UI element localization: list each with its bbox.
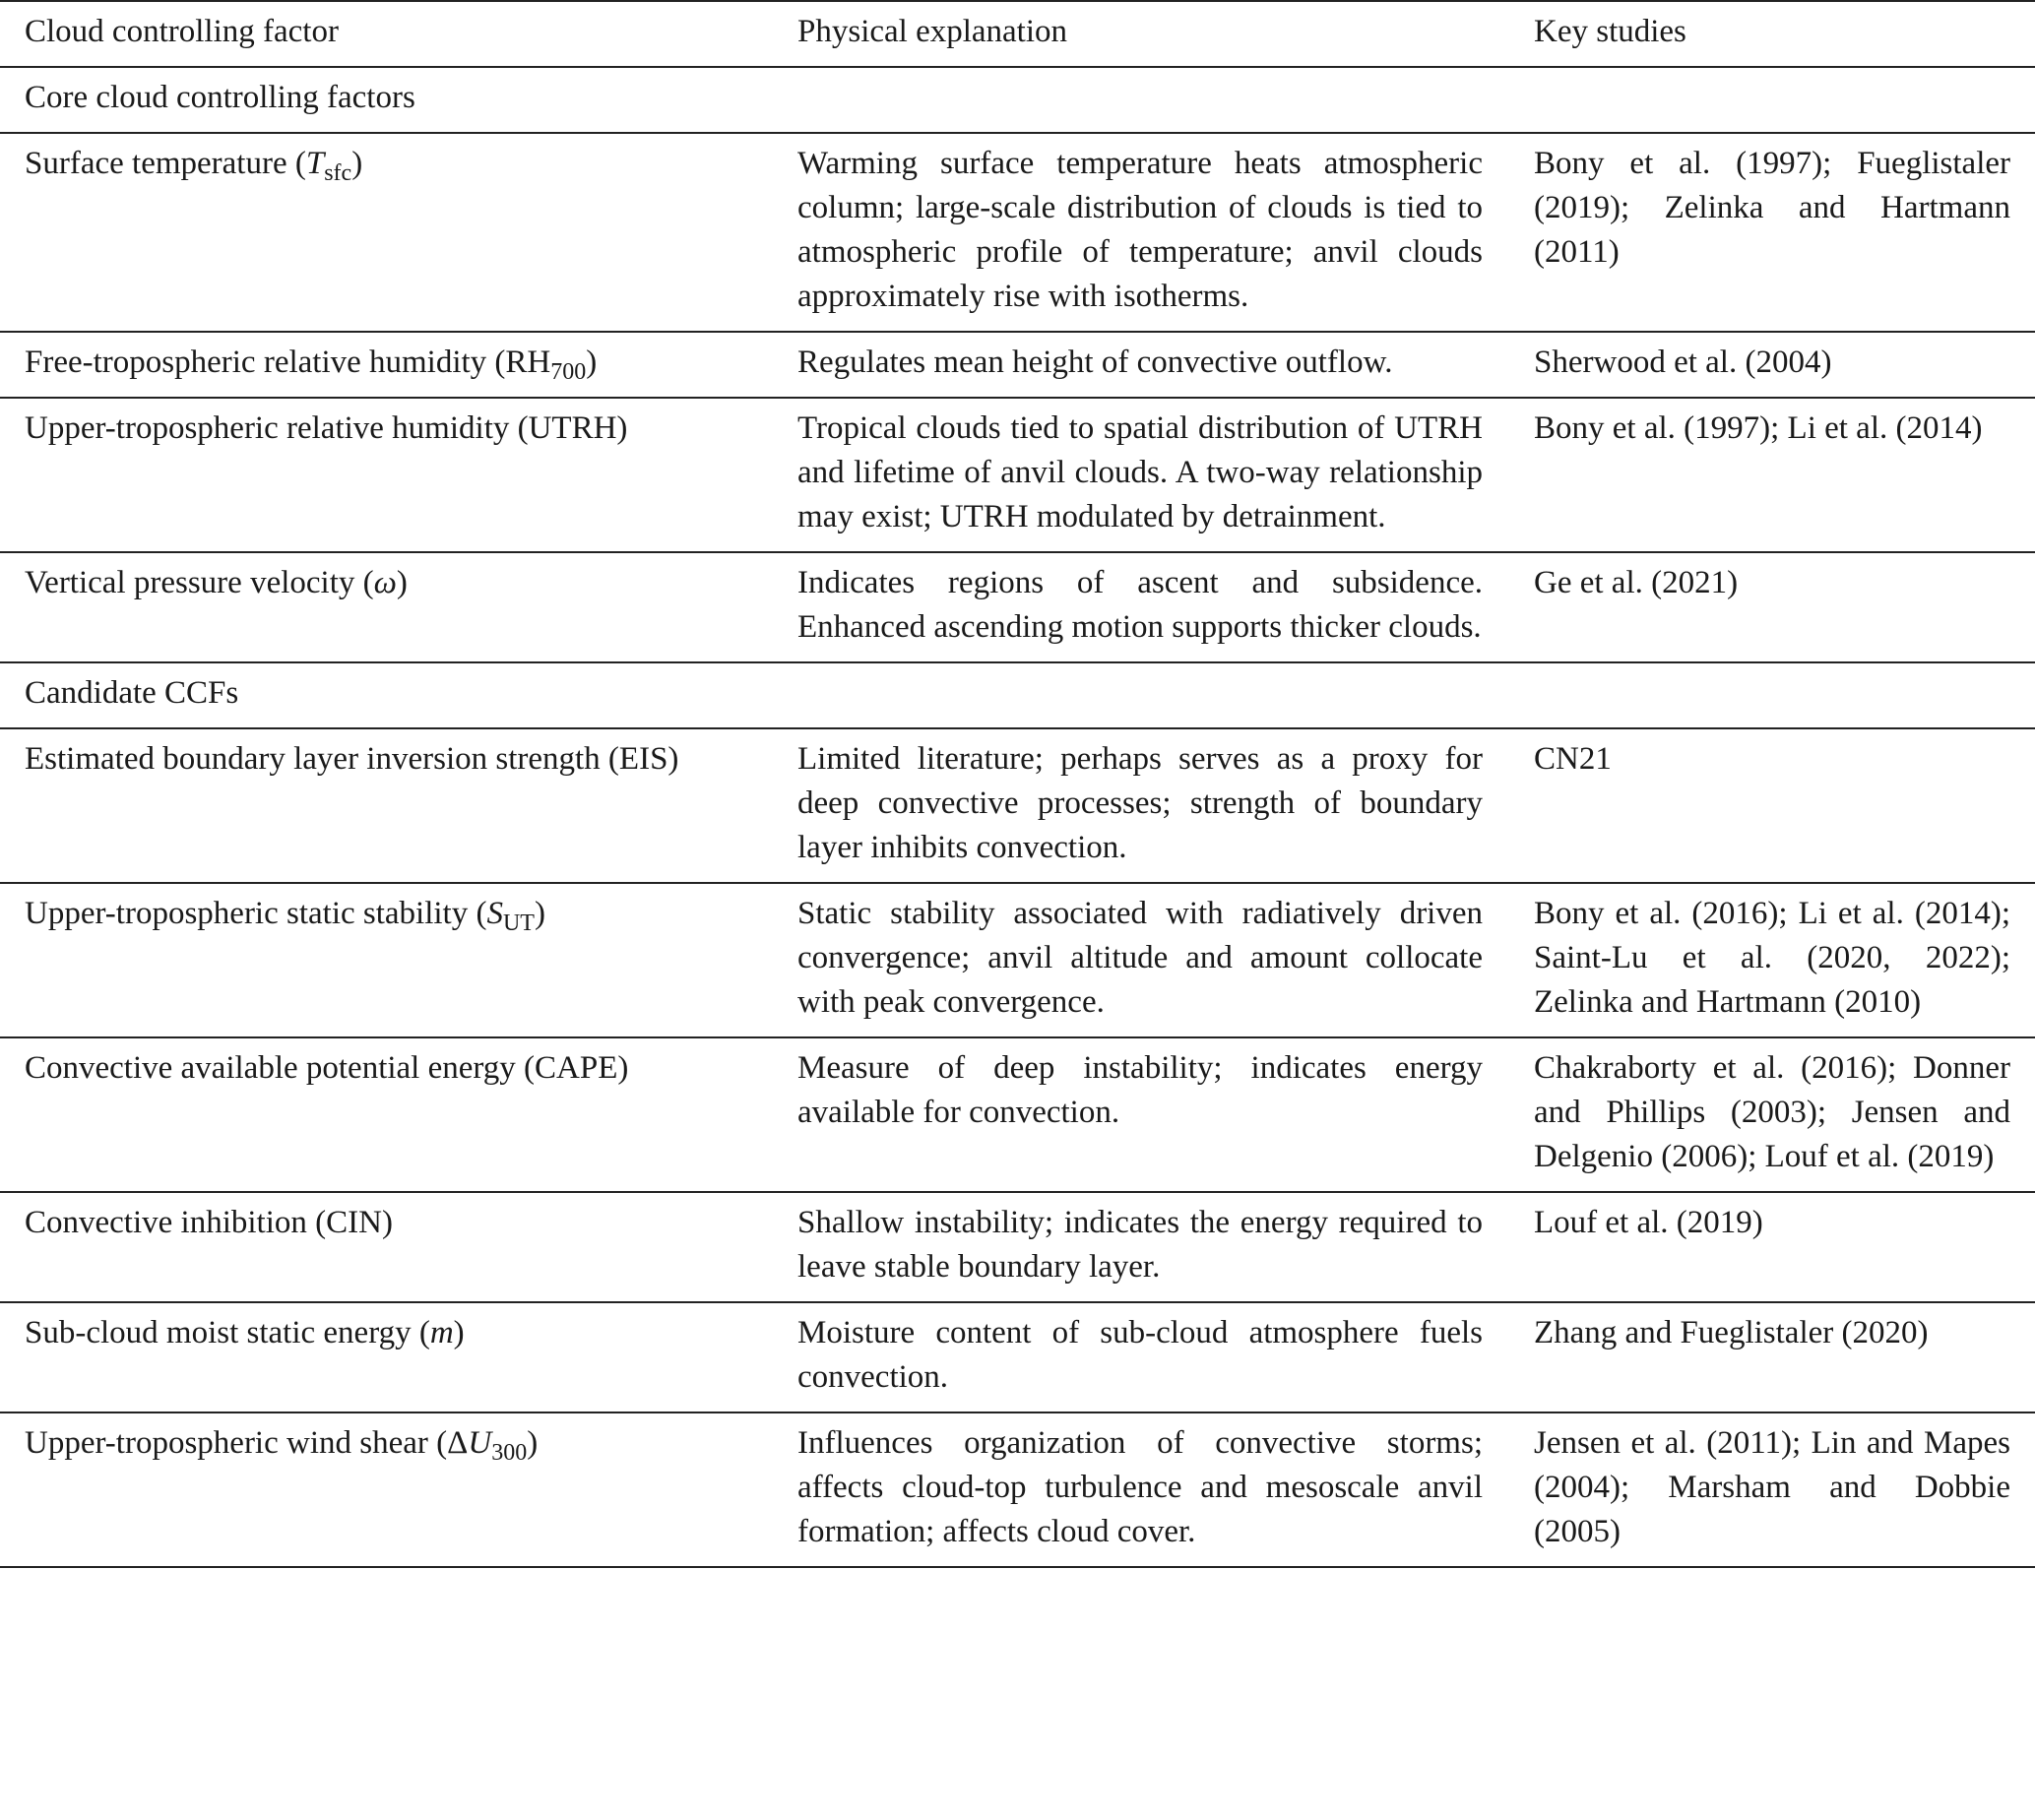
- table-row: [0, 552, 2035, 662]
- studies-cell: Bony et al. (1997); Fueglistaler (2019); Zelinka and Hartmann (2011): [1534, 133, 2035, 332]
- factor-text: Vertical pressure velocity (: [25, 565, 374, 600]
- explanation-cell: Moisture content of sub-cloud atmosphere fuels convection.: [797, 1302, 1534, 1412]
- factor-subscript: UT: [502, 910, 535, 936]
- table-row: [0, 1192, 2035, 1302]
- factor-cell: Convective inhibition (CIN): [0, 1192, 797, 1302]
- explanation-cell: Measure of deep instability; indicates energy available for convection.: [797, 1037, 1534, 1192]
- section-candidate-label: Candidate CCFs: [0, 662, 2035, 728]
- factor-cell: [0, 1302, 797, 1412]
- table-row: [0, 883, 2035, 1037]
- table-row: [0, 728, 2035, 883]
- header-studies: Key studies: [1534, 1, 2035, 67]
- factor-text: Surface temperature (: [25, 146, 306, 181]
- factor-symbol: T: [305, 146, 325, 181]
- studies-cell: Chakraborty et al. (2016); Donner and Phillips (2003); Jensen and Delgenio (2006); Louf et al. (2019): [1534, 1037, 2035, 1192]
- header-row: [0, 1, 2035, 67]
- studies-cell: Ge et al. (2021): [1534, 552, 2035, 662]
- table-row: [0, 1412, 2035, 1567]
- table-row: [0, 398, 2035, 552]
- factor-subscript: sfc: [324, 160, 352, 186]
- factor-cell: Convective available potential energy (CAPE): [0, 1037, 797, 1192]
- factor-cell: [0, 883, 797, 1037]
- factor-symbol: S: [486, 896, 503, 931]
- factor-text: Upper-tropospheric wind shear (Δ: [25, 1425, 469, 1461]
- factor-symbol: ω: [373, 565, 397, 600]
- studies-cell: Jensen et al. (2011); Lin and Mapes (2004); Marsham and Dobbie (2005): [1534, 1412, 2035, 1567]
- header-explanation: Physical explanation: [797, 1, 1534, 67]
- factor-text-end: ): [586, 345, 598, 380]
- factor-cell: [0, 1412, 797, 1567]
- factor-text: Free-tropospheric relative humidity (RH: [25, 345, 551, 380]
- factor-text: Sub-cloud moist static energy (: [25, 1315, 430, 1350]
- explanation-cell: Warming surface temperature heats atmospheric column; large-scale distribution of clouds is tied to atmospheric profile of temperature; anvil clouds approximately rise with isotherms.: [797, 133, 1534, 332]
- explanation-cell: Static stability associated with radiatively driven convergence; anvil altitude and amount collocate with peak convergence.: [797, 883, 1534, 1037]
- factor-symbol: U: [468, 1425, 492, 1461]
- explanation-cell: Tropical clouds tied to spatial distribution of UTRH and lifetime of anvil clouds. A two-way relationship may exist; UTRH modulated by detrainment.: [797, 398, 1534, 552]
- factor-cell: Upper-tropospheric relative humidity (UTRH): [0, 398, 797, 552]
- factor-subscript: 300: [491, 1440, 528, 1466]
- factor-text: Upper-tropospheric static stability (: [25, 896, 487, 931]
- section-row-core: [0, 67, 2035, 133]
- factor-cell: [0, 552, 797, 662]
- table-row: [0, 332, 2035, 398]
- explanation-cell: Indicates regions of ascent and subsidence. Enhanced ascending motion supports thicker clouds.: [797, 552, 1534, 662]
- header-factor: Cloud controlling factor: [0, 1, 797, 67]
- table-row: [0, 1302, 2035, 1412]
- factor-subscript: 700: [550, 359, 587, 385]
- studies-cell: CN21: [1534, 728, 2035, 883]
- studies-cell: Bony et al. (1997); Li et al. (2014): [1534, 398, 2035, 552]
- studies-cell: Bony et al. (2016); Li et al. (2014); Saint-Lu et al. (2020, 2022); Zelinka and Hartmann (2010): [1534, 883, 2035, 1037]
- factor-text-end: ): [527, 1425, 539, 1461]
- explanation-cell: Limited literature; perhaps serves as a proxy for deep convective processes; strength of boundary layer inhibits convection.: [797, 728, 1534, 883]
- section-core-label: Core cloud controlling factors: [0, 67, 2035, 133]
- section-row-candidate: [0, 662, 2035, 728]
- studies-cell: Zhang and Fueglistaler (2020): [1534, 1302, 2035, 1412]
- factor-symbol: m: [429, 1315, 454, 1350]
- table-row: [0, 133, 2035, 332]
- explanation-cell: Influences organization of convective storms; affects cloud-top turbulence and mesoscale anvil formation; affects cloud cover.: [797, 1412, 1534, 1567]
- explanation-cell: Regulates mean height of convective outflow.: [797, 332, 1534, 398]
- table-row: [0, 1037, 2035, 1192]
- factor-text-end: ): [351, 146, 363, 181]
- factor-text-end: ): [453, 1315, 465, 1350]
- factor-cell: [0, 332, 797, 398]
- factor-text-end: ): [534, 896, 545, 931]
- explanation-cell: Shallow instability; indicates the energy required to leave stable boundary layer.: [797, 1192, 1534, 1302]
- studies-cell: Louf et al. (2019): [1534, 1192, 2035, 1302]
- factor-cell: Estimated boundary layer inversion strength (EIS): [0, 728, 797, 883]
- studies-cell: Sherwood et al. (2004): [1534, 332, 2035, 398]
- factor-text-end: ): [396, 565, 408, 600]
- factor-cell: [0, 133, 797, 332]
